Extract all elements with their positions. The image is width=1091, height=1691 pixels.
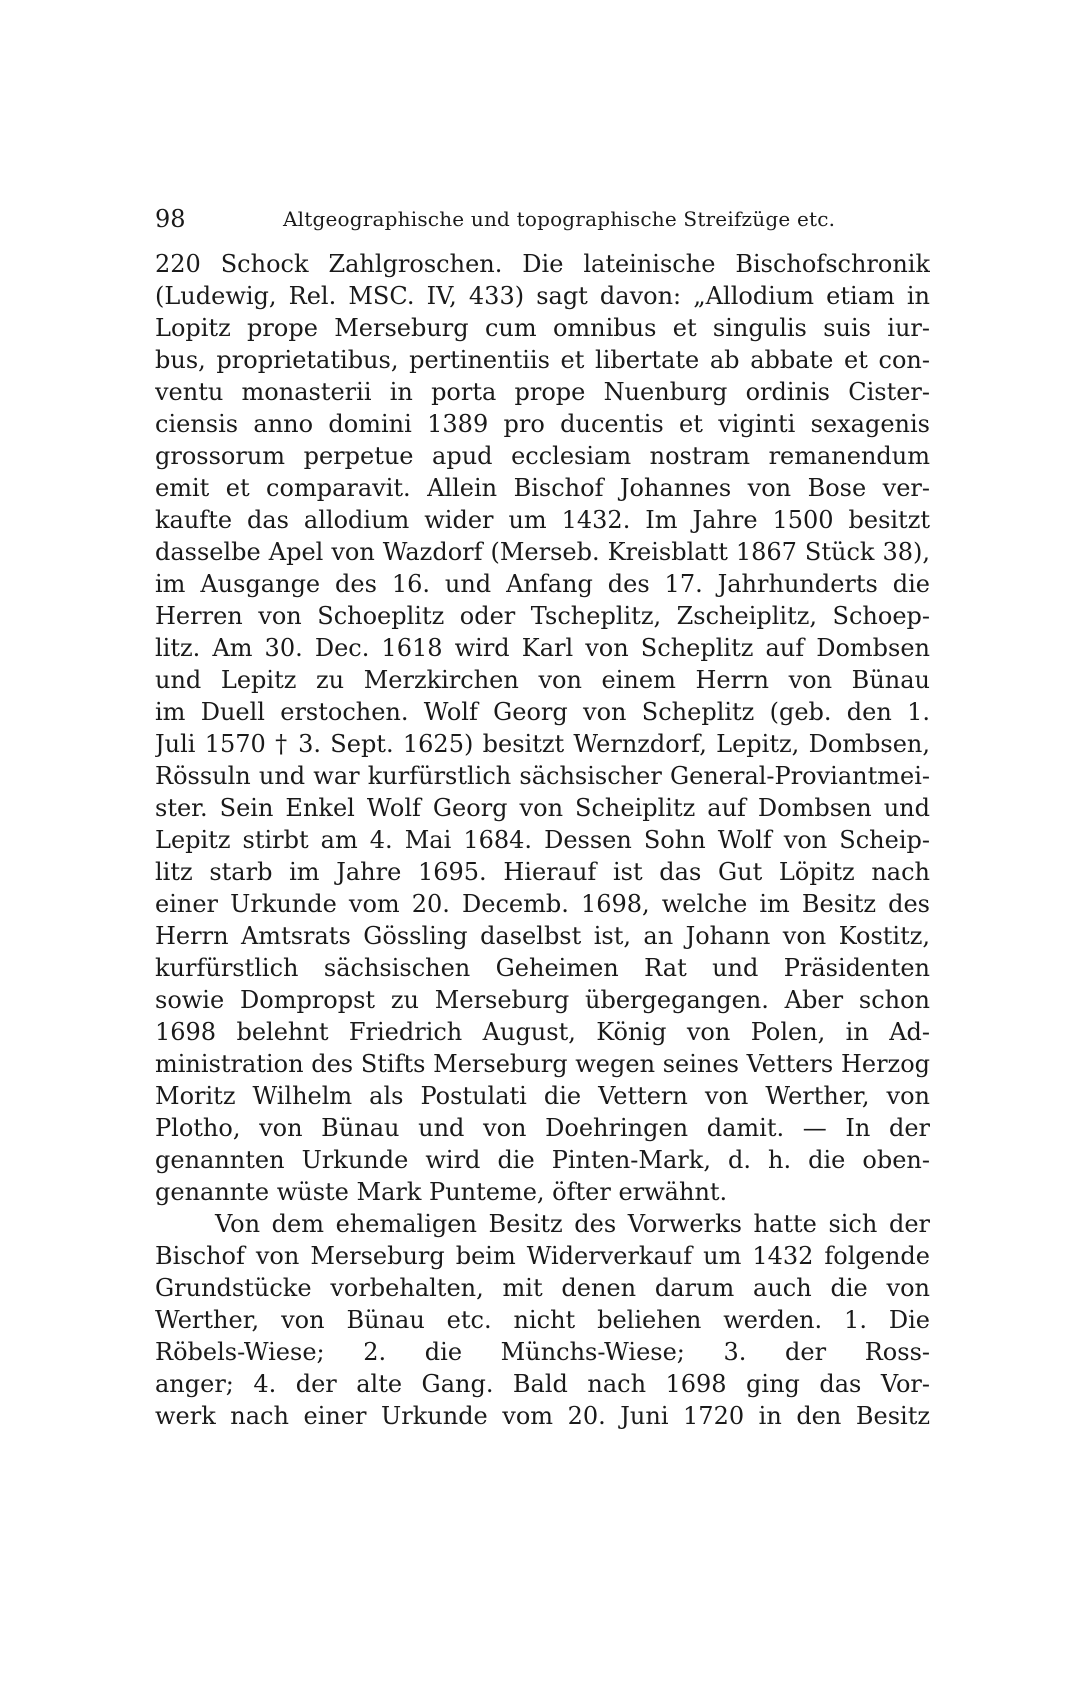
- text-line: werk nach einer Urkunde vom 20. Juni 1720 in den Besitz: [155, 1402, 930, 1430]
- text-line: Von dem ehemaligen Besitz des Vorwerks hatte sich der: [215, 1210, 930, 1238]
- text-line: im Duell erstochen. Wolf Georg von Scheplitz (geb. den 1.: [155, 698, 930, 726]
- text-line: anger; 4. der alte Gang. Bald nach 1698 ging das Vor-: [155, 1370, 930, 1398]
- text-line: Lopitz prope Merseburg cum omnibus et singulis suis iur-: [155, 314, 930, 342]
- running-head: [155, 202, 930, 236]
- text-line: kaufte das allodium wider um 1432. Im Jahre 1500 besitzt: [155, 506, 930, 534]
- text-line: und Lepitz zu Merzkirchen von einem Herrn von Bünau: [155, 666, 930, 694]
- text-line: kurfürstlich sächsischen Geheimen Rat und Präsidenten: [155, 954, 930, 982]
- text-line: 220 Schock Zahlgroschen. Die lateinische Bischofschronik: [155, 250, 930, 278]
- text-line: Bischof von Merseburg beim Widerverkauf um 1432 folgende: [155, 1242, 930, 1270]
- text-line: Werther, von Bünau etc. nicht beliehen werden. 1. Die: [155, 1306, 930, 1334]
- text-line: ciensis anno domini 1389 pro ducentis et viginti sexagenis: [155, 410, 930, 438]
- page-number: 98: [155, 205, 186, 233]
- text-line: Rössuln und war kurfürstlich sächsischer General-Proviantmei-: [155, 762, 930, 790]
- body-text: [155, 248, 930, 1432]
- text-line: Röbels-Wiese; 2. die Münchs-Wiese; 3. der Ross-: [155, 1338, 930, 1366]
- text-line: einer Urkunde vom 20. Decemb. 1698, welche im Besitz des: [155, 890, 930, 918]
- text-line: bus, proprietatibus, pertinentiis et libertate ab abbate et con-: [155, 346, 930, 374]
- text-line: Herrn Amtsrats Gössling daselbst ist, an Johann von Kostitz,: [155, 922, 930, 950]
- text-line: grossorum perpetue apud ecclesiam nostram remanendum: [155, 442, 930, 470]
- text-line: (Ludewig, Rel. MSC. IV, 433) sagt davon: „Allodium etiam in: [155, 282, 930, 310]
- text-line: Moritz Wilhelm als Postulati die Vettern von Werther, von: [155, 1082, 930, 1110]
- text-line: Herren von Schoeplitz oder Tscheplitz, Zscheiplitz, Schoep-: [155, 602, 930, 630]
- text-line: Grundstücke vorbehalten, mit denen darum auch die von: [155, 1274, 930, 1302]
- text-line: genannten Urkunde wird die Pinten-Mark, d. h. die oben-: [155, 1146, 930, 1174]
- text-line: 1698 belehnt Friedrich August, König von Polen, in Ad-: [155, 1018, 930, 1046]
- text-line: litz. Am 30. Dec. 1618 wird Karl von Scheplitz auf Dombsen: [155, 634, 930, 662]
- text-line: ventu monasterii in porta prope Nuenburg ordinis Cister-: [155, 378, 930, 406]
- text-line: sowie Dompropst zu Merseburg übergegangen. Aber schon: [155, 986, 930, 1014]
- text-line: ster. Sein Enkel Wolf Georg von Scheiplitz auf Dombsen und: [155, 794, 930, 822]
- text-line: im Ausgange des 16. und Anfang des 17. Jahrhunderts die: [155, 570, 930, 598]
- text-line: Plotho, von Bünau und von Doehringen damit. — In der: [155, 1114, 930, 1142]
- running-head-title: Altgeographische und topographische Streifzüge etc.: [283, 207, 836, 231]
- text-line: Lepitz stirbt am 4. Mai 1684. Dessen Sohn Wolf von Scheip-: [155, 826, 930, 854]
- text-line: genannte wüste Mark Punteme, öfter erwähnt.: [155, 1178, 728, 1206]
- text-line: dasselbe Apel von Wazdorf (Merseb. Kreisblatt 1867 Stück 38),: [155, 538, 930, 566]
- text-line: ministration des Stifts Merseburg wegen seines Vetters Herzog: [155, 1050, 930, 1078]
- text-line: Juli 1570 † 3. Sept. 1625) besitzt Wernzdorf, Lepitz, Dombsen,: [155, 730, 930, 758]
- text-line: emit et comparavit. Allein Bischof Johannes von Bose ver-: [155, 474, 930, 502]
- text-line: litz starb im Jahre 1695. Hierauf ist das Gut Löpitz nach: [155, 858, 930, 886]
